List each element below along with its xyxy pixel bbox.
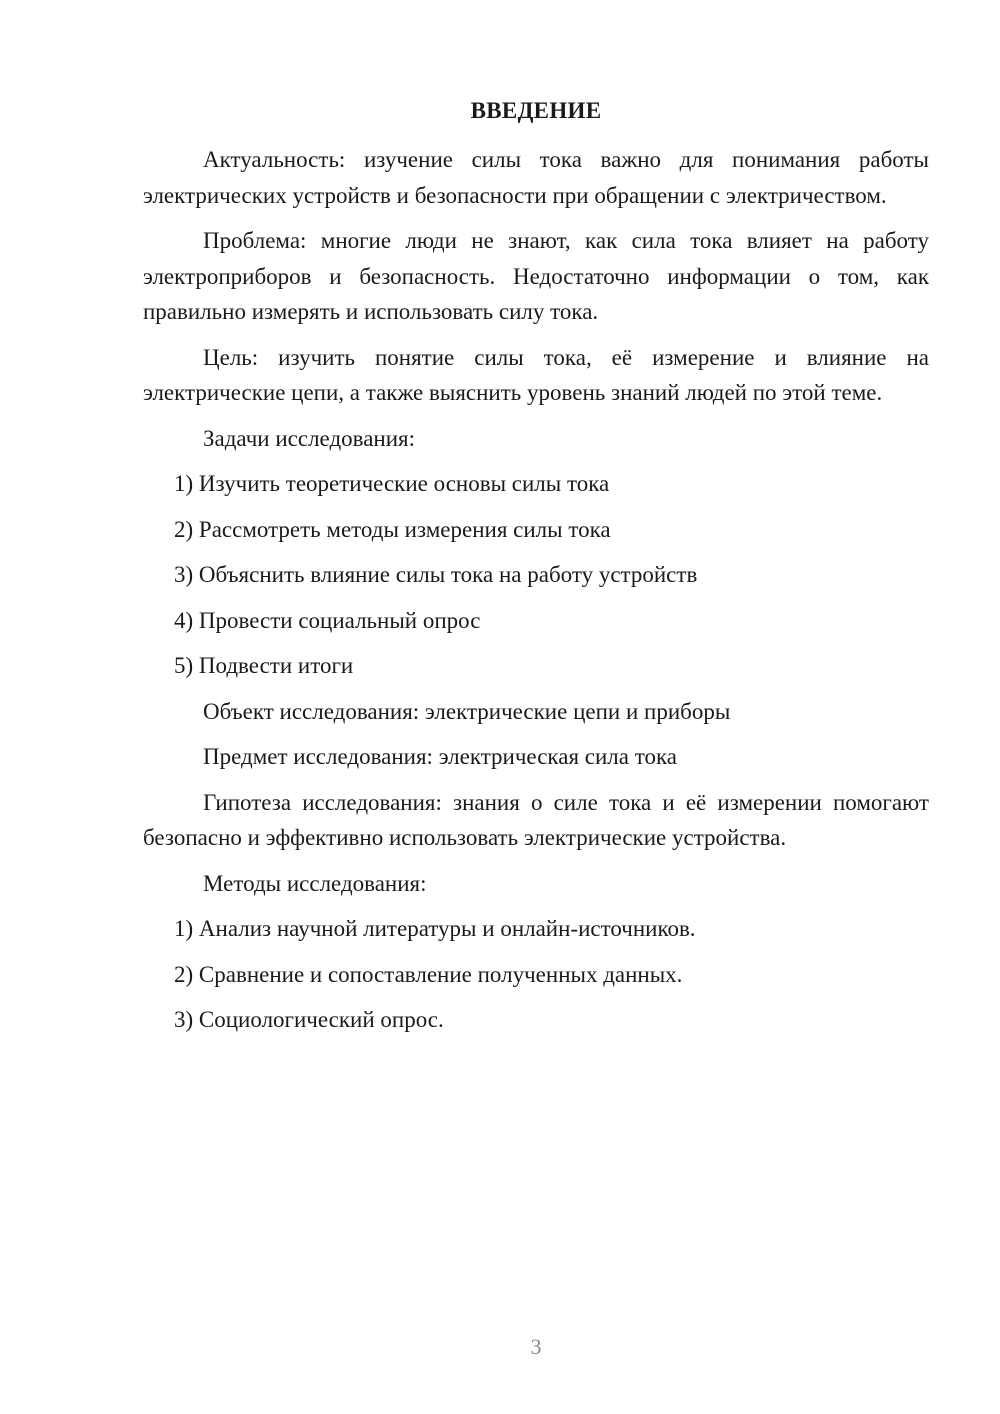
research-subject: Предмет исследования: электрическая сила тока (203, 744, 678, 769)
tasks-label: Задачи исследования: (203, 425, 416, 451)
task-item: 3) Объяснить влияние силы тока на работу устройств (174, 562, 698, 587)
task-item: 1) Изучить теоретические основы силы тока (174, 471, 610, 496)
task-item: 5) Подвести итоги (174, 653, 354, 678)
task-item: 2) Рассмотреть методы измерения силы тока (174, 516, 611, 542)
methods-label: Методы исследования: (203, 870, 427, 896)
task-item: 4) Провести социальный опрос (174, 607, 481, 633)
page-number: 3 (530, 1334, 542, 1359)
problem-paragraph: Проблема: многие люди не знают, как сила тока влияет на работу электроприборов и безопасность. Недостаточно информации о том, как правильно измерять и использовать силу тока. (143, 228, 929, 324)
goal-paragraph: Цель: изучить понятие силы тока, её измерение и влияние на электрические цепи, а также выяснить уровень знаний людей по этой теме. (143, 344, 929, 405)
method-item: 3) Социологический опрос. (174, 1007, 444, 1032)
document-body (143, 142, 929, 1048)
page-title: ВВЕДЕНИЕ (470, 98, 602, 123)
research-object: Объект исследования: электрические цепи и приборы (203, 698, 731, 724)
relevance-paragraph: Актуальность: изучение силы тока важно для понимания работы электрических устройств и безопасности при обращении с электричеством. (143, 147, 929, 208)
method-item: 2) Сравнение и сопоставление полученных данных. (174, 961, 683, 987)
method-item: 1) Анализ научной литературы и онлайн-источников. (174, 916, 696, 941)
hypothesis-paragraph: Гипотеза исследования: знания о силе тока и её измерении помогают безопасно и эффективно использовать электрические устройства. (143, 789, 929, 850)
